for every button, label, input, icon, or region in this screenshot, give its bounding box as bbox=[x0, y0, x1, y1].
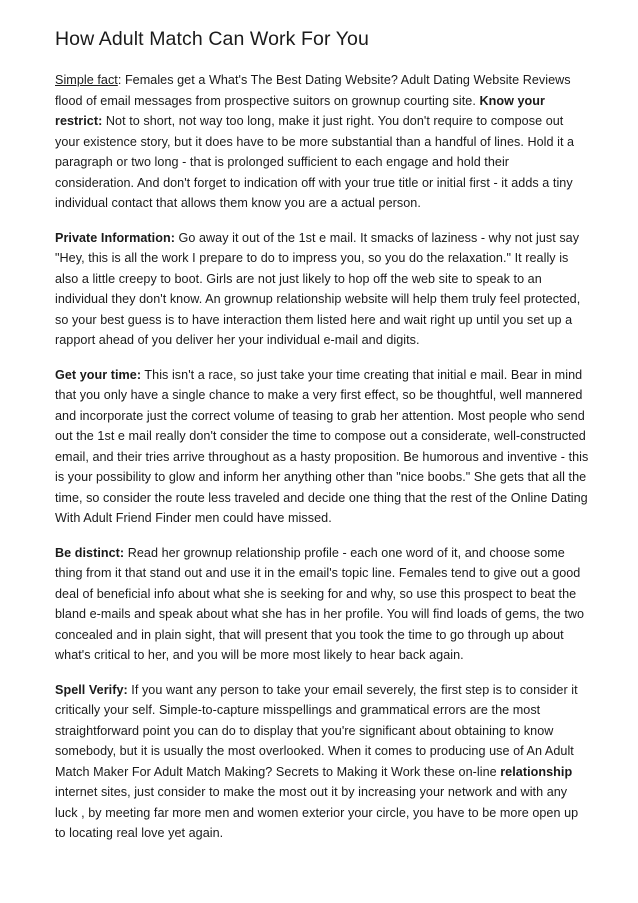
paragraph-3-heading: Get your time: bbox=[55, 367, 142, 382]
paragraph-1-lead: Simple fact bbox=[55, 73, 118, 87]
paragraph-5-heading: Spell Verify: bbox=[55, 682, 128, 697]
paragraph-private-information bbox=[55, 228, 591, 351]
paragraph-be-distinct bbox=[55, 543, 591, 666]
paragraph-get-your-time bbox=[55, 365, 591, 529]
paragraph-spell-verify bbox=[55, 680, 591, 844]
document-title: How Adult Match Can Work For You bbox=[55, 28, 369, 50]
paragraph-3-body: This isn't a race, so just take your time creating that initial e mail. Bear in mind that you only have a single chance to make a very first effect, so be thoughtful, well mannered and incorporate just the correct volume of teasing to grab her attention. Most people who send out the 1st e mail really don't consider the time to compose out a considerate, well-constructed email, and their tries arrive throughout as a hasty proposition. Be humorous and inventive - this is your possibility to glow and inform her anything other than "nice boobs." She gets that all the time, so consider the route less traveled and decide one thing that the rest of the Online Dating With Adult Friend Finder men could have missed. bbox=[55, 367, 589, 525]
paragraph-1-body: Not to short, not way too long, make it just right. You don't require to compose out your existence story, but it does have to be more substantial than a handful of lines. Hold it a paragraph or two long - that is prolonged sufficient to each engage and hold their consideration. And don't forget to indication off with your true title or initial first - it adds a tiny individual contact that allows them know you are a actual person. bbox=[55, 114, 575, 210]
paragraph-1-text: : Females get a What's The Best Dating Website? Adult Dating Website Reviews flood of email messages from prospective suitors on grownup courting site. bbox=[55, 73, 571, 108]
paragraph-5-body-end: internet sites, just consider to make the most out it by increasing your network and with any luck , by meeting far more men and women exterior your circle, you have to be more open up to locating real love yet again. bbox=[55, 785, 579, 840]
paragraph-1-heading: Know your restrict: bbox=[55, 93, 545, 128]
paragraph-5-body: If you want any person to take your email severely, the first step is to consider it critically your self. Simple-to-capture misspellings and grammatical errors are the most straightforward point you can do to display that you're significant about obtaining to know somebody, but it is usually the most overlooked. When it comes to producing use of An Adult Match Maker For Adult Match Making? Secrets to Making it Work these on-line bbox=[55, 682, 578, 779]
document-page bbox=[55, 26, 591, 858]
paragraph-simple-fact bbox=[55, 70, 591, 214]
paragraph-4-heading: Be distinct: bbox=[55, 545, 125, 560]
paragraph-2-heading: Private Information: bbox=[55, 230, 175, 245]
paragraph-4-body: Read her grownup relationship profile - each one word of it, and choose some thing from it that stand out and use it in the email's topic line. Females tend to give out a good deal of beneficial info about what she is seeking for and why, so use this prospect to beat the bland e-mails and speak about what she has in her profile. You will find loads of gems, the two concealed and in plain sight, that will present that you took the time to go through up about what's critical to her, and you will be more most likely to hear back again. bbox=[55, 545, 585, 662]
paragraph-2-body: Go away it out of the 1st e mail. It smacks of laziness - why not just say "Hey, this is all the work I prepare to do to impress you, so you do the relaxation." It really is also a little creepy to boot. Girls are not just likely to hop off the web site to speak to an individual they don't know. An grownup relationship website will help them truly feel protected, so your best guess is to have interaction them listed here and wait right up until you set up a rapport ahead of you deliver her your individual e-mail and digits. bbox=[55, 230, 581, 347]
paragraph-5-keyword: relationship bbox=[500, 764, 573, 779]
